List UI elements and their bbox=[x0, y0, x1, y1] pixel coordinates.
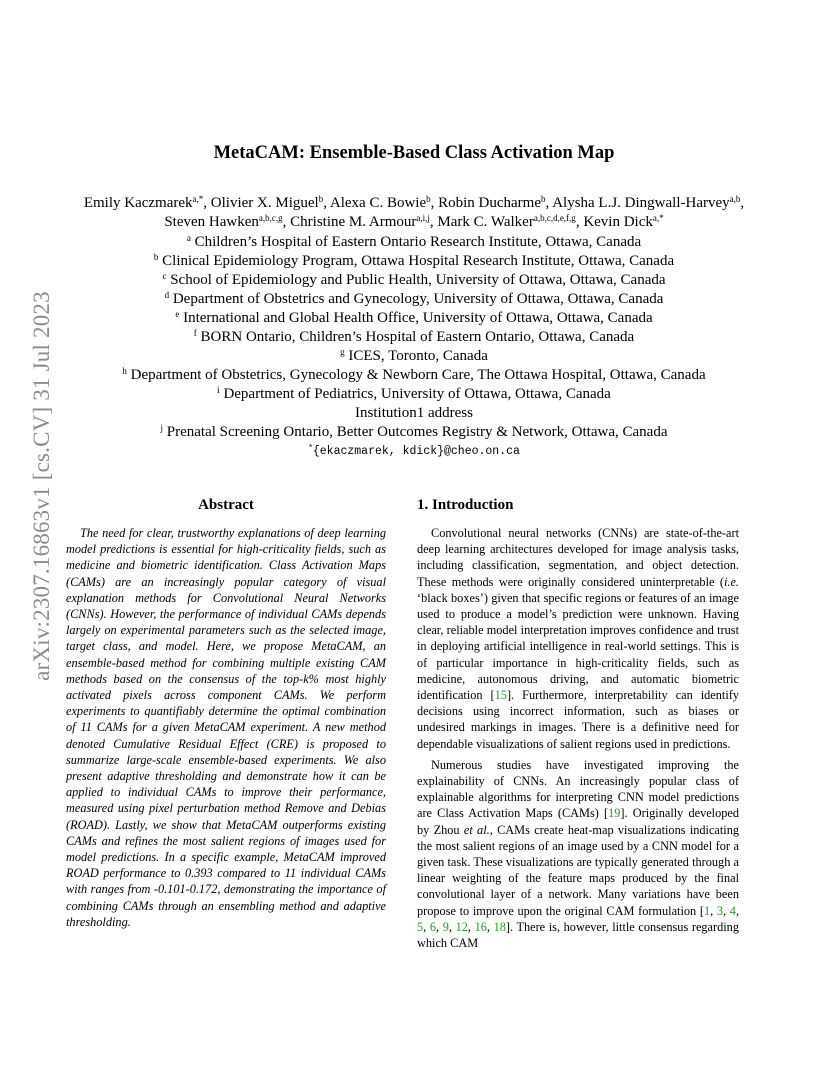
section-heading: 1. Introduction bbox=[417, 497, 514, 513]
author: Olivier X. Miguel$^b$, bbox=[210, 194, 330, 211]
citation-link[interactable]: 6 bbox=[429, 919, 437, 934]
author: Steven Hawken$^{a,b,c,g}$, bbox=[164, 213, 291, 230]
author: Kevin Dick$^{a,*}$ bbox=[583, 213, 664, 230]
abstract-column bbox=[66, 497, 386, 930]
arxiv-identifier: arXiv:2307.16863v1 [cs.CV] 31 Jul 2023 bbox=[29, 291, 55, 681]
introduction-column bbox=[417, 497, 739, 956]
affiliation: $^d$ Department of Obstetrics and Gynecology, University of Ottawa, Ottawa, Canada bbox=[164, 290, 664, 307]
abstract-text: The need for clear, trustworthy explanations of deep learning model predictions is essential for high-criticality fields, such as medicine and biometric identification. Class Activation Maps (CAMs) are an increasingly popular category of visual explanation methods for Convolutional Neural Networks (CNNs). However, the performance of individual CAMs depends largely on experimental parameters such as the selected image, target class, and model. Here, we propose MetaCAM, an ensemble-based method for combining multiple existing CAM methods based on the consensus of the top-k% most highly activated pixels across component CAMs. We perform experiments to quantifiably determine the optimal combination of 11 CAMs for a given MetaCAM experiment. A new method denoted Cumulative Residual Effect (CRE) is proposed to summarize large-scale ensemble-based experiments. We also present adaptive thresholding and demonstrate how it can be applied to individual CAMs to improve their performance, measured using pixel perturbation method Remove and Debias (ROAD). Lastly, we show that MetaCAM outperforms existing CAMs and refines the most salient regions of images used for model predictions. In a specific example, MetaCAM improved ROAD performance to 0.393 compared to 11 individual CAMs with ranges from -0.101-0.172, demonstrating the importance of combining CAMs through an ensembling method and adaptive thresholding. bbox=[66, 526, 386, 929]
affiliation-list bbox=[60, 233, 768, 442]
citation-link[interactable]: 18 bbox=[493, 919, 506, 934]
citation-link[interactable]: 5 bbox=[417, 919, 424, 934]
citation-link[interactable]: 19 bbox=[608, 806, 621, 821]
author: Alexa C. Bowie$^b$, bbox=[329, 194, 439, 211]
author: Emily Kaczmarek$^{a,*}$, bbox=[83, 194, 211, 211]
author: Christine M. Armour$^{a,i,j}$, bbox=[290, 213, 438, 230]
contact-email: *{ekaczmarek, kdick}@cheo.on.ca bbox=[308, 444, 520, 458]
affiliation: $^c$ School of Epidemiology and Public Health, University of Ottawa, Ottawa, Canada bbox=[162, 271, 666, 288]
arxiv-sidebar bbox=[22, 292, 62, 680]
intro-paragraph-1: Convolutional neural networks (CNNs) are state-of-the-art deep learning architectures developed for image analysis tasks, including classification, segmentation, and object detection. These methods were originally considered uninterpretable (i.e. ‘black boxes’) given that specific regions or features of an image used to produce a model’s prediction were unknown. Having clear, reliable model interpretation improves confidence and trust in deploying artificial intelligence in real-world settings. This is of particular importance in high-criticality fields, such as medicine, autonomous driving, and automatic biometric identification [15]. Furthermore, interpretability can identify decisions using incorrect information, such as biases or undesired markings in images. There is a definitive need for dependable visualizations of salient regions used in predictions. bbox=[417, 526, 739, 751]
citation-link[interactable]: 15 bbox=[494, 688, 507, 703]
affiliation: $^a$ Children’s Hospital of Eastern Ontario Research Institute, Ottawa, Canada bbox=[186, 233, 642, 250]
affiliation: $^g$ ICES, Toronto, Canada bbox=[340, 347, 488, 364]
affiliation: $^f$ BORN Ontario, Children’s Hospital of Eastern Ontario, Ottawa, Canada bbox=[193, 328, 635, 345]
affiliation: Institution1 address bbox=[355, 405, 473, 421]
citation-link[interactable]: 3 bbox=[716, 903, 724, 918]
affiliation: $^h$ Department of Obstetrics, Gynecology & Newborn Care, The Ottawa Hospital, Ottawa, Canada bbox=[122, 366, 706, 383]
citation-link[interactable]: 4 bbox=[729, 903, 736, 918]
author-list bbox=[60, 194, 768, 232]
citation-link[interactable]: 16 bbox=[474, 919, 487, 934]
affiliation: $^i$ Department of Pediatrics, University of Ottawa, Ottawa, Canada bbox=[217, 385, 611, 402]
affiliation: $^b$ Clinical Epidemiology Program, Ottawa Hospital Research Institute, Ottawa, Canada bbox=[153, 252, 675, 269]
citation-link[interactable]: 1 bbox=[703, 903, 711, 918]
affiliation: $^j$ Prenatal Screening Ontario, Better Outcomes Registry & Network, Ottawa, Canada bbox=[160, 423, 668, 440]
citation-link[interactable]: 9 bbox=[442, 919, 449, 934]
author: Alysha L.J. Dingwall-Harvey$^{a,b}$, bbox=[552, 194, 745, 211]
paper-title: MetaCAM: Ensemble-Based Class Activation Map bbox=[213, 143, 615, 163]
abstract-heading: Abstract bbox=[198, 497, 254, 513]
citation-link[interactable]: 12 bbox=[455, 919, 468, 934]
affiliation: $^e$ International and Global Health Office, University of Ottawa, Ottawa, Canada bbox=[175, 309, 653, 326]
author: Robin Ducharme$^b$, bbox=[438, 194, 553, 211]
author: Mark C. Walker$^{a,b,c,d,e,f,g}$, bbox=[437, 213, 584, 230]
intro-paragraph-2: Numerous studies have investigated improving the explainability of CNNs. An increasingly popular class of explainable algorithms for interpreting CNN model predictions are Class Activation Maps (CAMs) [19]. Originally developed by Zhou et al., CAMs create heat-map visualizations indicating the most salient regions of an image used by a CNN model for a given task. These visualizations are typically generated through a linear weighting of the feature maps produced by the final convolutional layer of a network. Many variations have been propose to improve upon the original CAM formulation [1, 3, 4, 5, 6, 9, 12, 16, 18]. There is, however, little consensus regarding which CAM bbox=[417, 757, 740, 951]
